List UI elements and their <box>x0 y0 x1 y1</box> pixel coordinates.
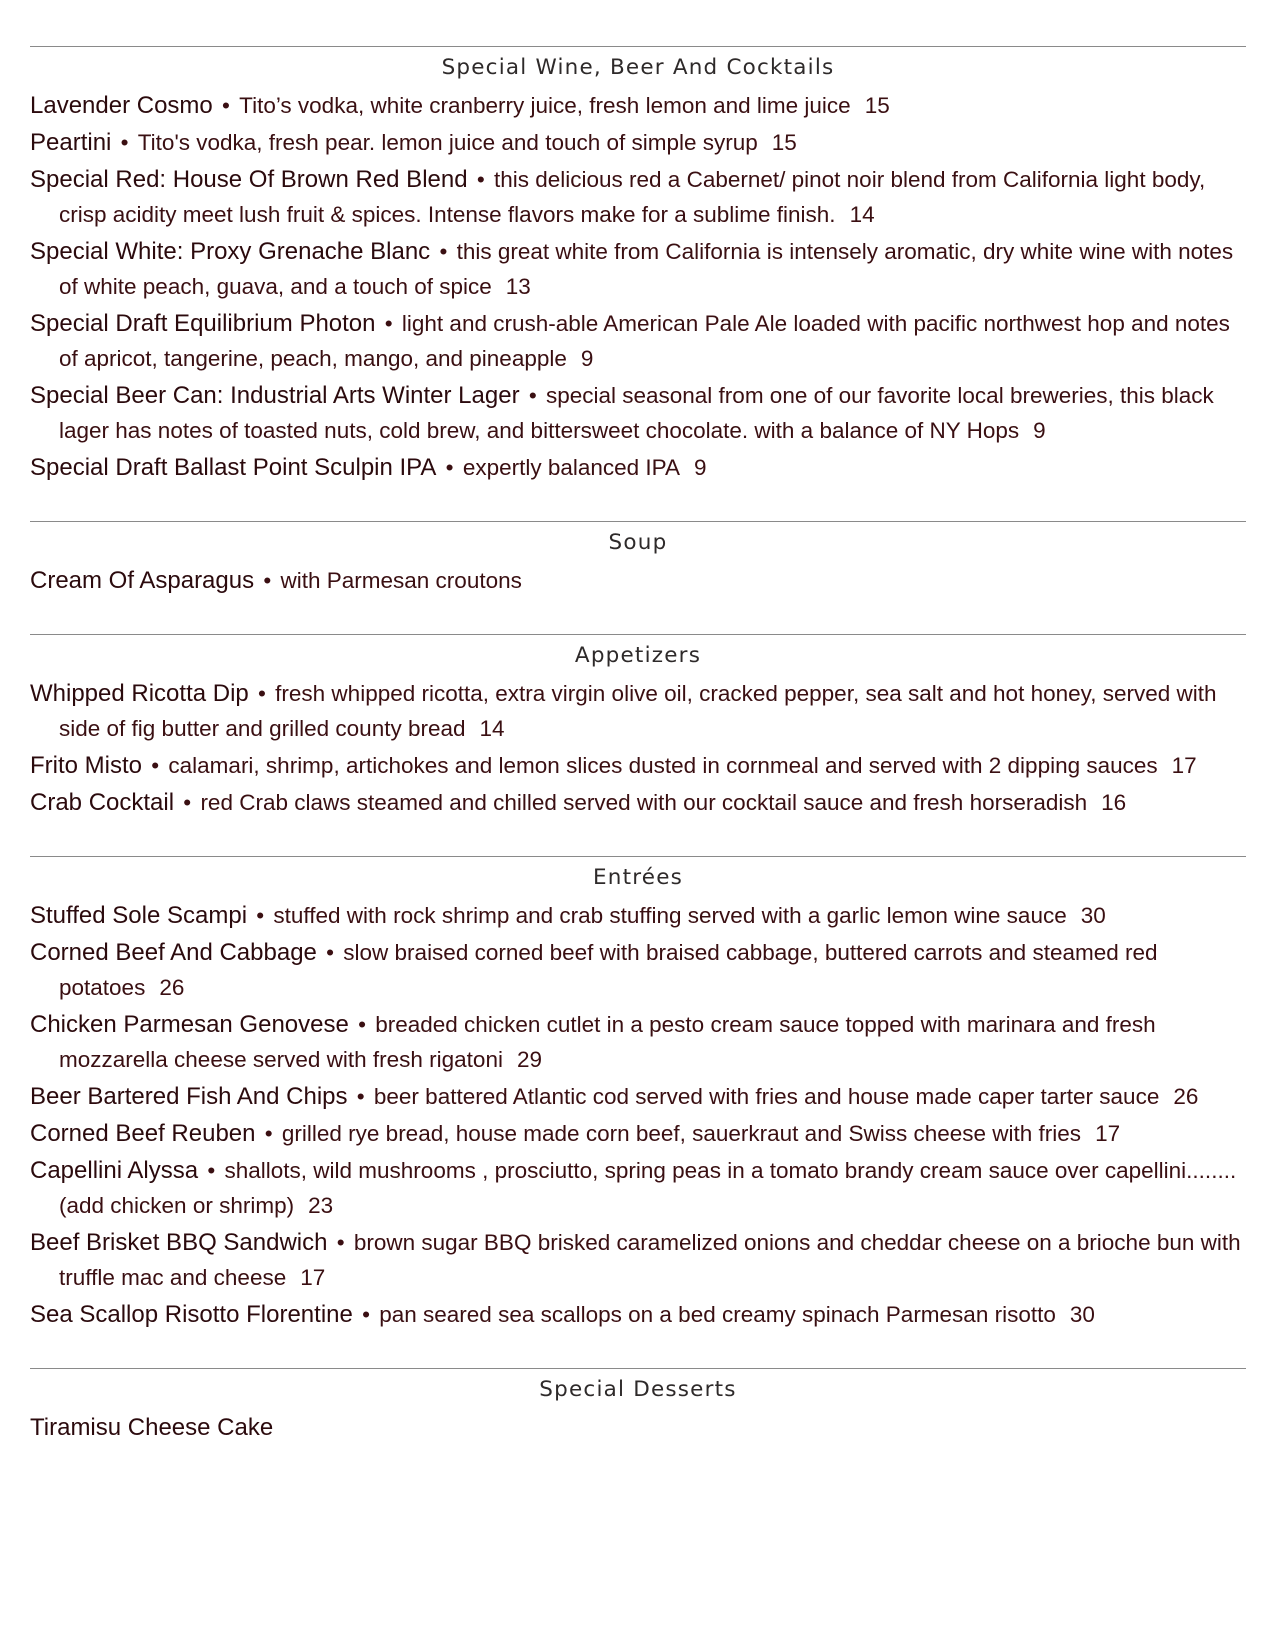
menu-item-description: breaded chicken cutlet in a pesto cream sauce topped with marinara and fresh mozzarella cheese served with fresh rigatoni <box>59 1012 1156 1072</box>
menu-item-price: 30 <box>1080 903 1106 928</box>
menu-item-description: beer battered Atlantic cod served with fries and house made caper tarter sauce <box>373 1084 1160 1109</box>
menu-item-description: grilled rye bread, house made corn beef, sauerkraut and Swiss cheese with fries <box>281 1121 1082 1146</box>
menu-item-price: 17 <box>1095 1121 1121 1146</box>
menu-item-description: Tito's vodka, fresh pear. lemon juice and touch of simple syrup <box>137 130 758 155</box>
menu-item-name: Special White: Proxy Grenache Blanc <box>30 238 431 265</box>
menu-item-description: shallots, wild mushrooms , prosciutto, spring peas in a tomato brandy cream sauce over capellini........ (add chicken or shrimp) <box>59 1158 1237 1218</box>
menu-item <box>30 1007 1246 1077</box>
menu-item-price: 26 <box>159 975 185 1000</box>
section-divider <box>30 46 1246 47</box>
menu-item <box>30 1153 1246 1223</box>
section-gap <box>30 600 1246 634</box>
section-divider <box>30 634 1246 635</box>
menu-item <box>30 1079 1246 1114</box>
menu-item-name: Whipped Ricotta Dip <box>30 680 249 707</box>
menu-page <box>30 46 1246 1447</box>
bullet-separator: • <box>201 1158 222 1183</box>
menu-item <box>30 935 1246 1005</box>
bullet-separator: • <box>439 455 460 480</box>
bullet-separator: • <box>177 790 198 815</box>
menu-item-price: 23 <box>308 1193 334 1218</box>
menu-item-name: Sea Scallop Risotto Florentine <box>30 1301 353 1328</box>
section-gap <box>30 822 1246 856</box>
menu-item-price: 30 <box>1069 1302 1095 1327</box>
bullet-separator: • <box>378 311 399 336</box>
menu-item <box>30 125 1246 160</box>
bullet-separator: • <box>257 568 278 593</box>
menu-item <box>30 1297 1246 1332</box>
menu-item <box>30 1116 1246 1151</box>
menu-item-price: 14 <box>849 202 875 227</box>
menu-item <box>30 450 1246 485</box>
menu-item <box>30 785 1246 820</box>
bullet-separator: • <box>355 1302 377 1327</box>
menu-section <box>30 856 1246 1332</box>
menu-item <box>30 676 1246 746</box>
menu-item-name: Special Draft Equilibrium Photon <box>30 310 376 337</box>
menu-item-description: with Parmesan croutons <box>280 568 522 593</box>
menu-item-description: red Crab claws steamed and chilled served with our cocktail sauce and fresh horseradish <box>200 790 1088 815</box>
menu-item-name: Special Red: House Of Brown Red Blend <box>30 166 468 193</box>
menu-item-price: 14 <box>479 716 505 741</box>
menu-item-name: Lavender Cosmo <box>30 92 213 119</box>
bullet-separator: • <box>330 1230 351 1255</box>
menu-item-name: Corned Beef Reuben <box>30 1120 256 1147</box>
section-gap <box>30 1334 1246 1368</box>
menu-section <box>30 46 1246 485</box>
bullet-separator: • <box>351 1012 373 1037</box>
menu-item-description: expertly balanced IPA <box>462 455 681 480</box>
menu-item-name: Beef Brisket BBQ Sandwich <box>30 1229 328 1256</box>
menu-section <box>30 1368 1246 1445</box>
menu-item-description: pan seared sea scallops on a bed creamy spinach Parmesan risotto <box>379 1302 1056 1327</box>
bullet-separator: • <box>258 1121 279 1146</box>
section-divider <box>30 1368 1246 1369</box>
section-title: Entrées <box>592 865 684 890</box>
menu-item-description: this great white from California is intensely aromatic, dry white wine with notes of white peach, guava, and a touch of spice <box>59 239 1234 299</box>
bullet-separator: • <box>114 130 135 155</box>
bullet-separator: • <box>433 239 454 264</box>
menu-item <box>30 306 1246 376</box>
menu-item <box>30 378 1246 448</box>
bullet-separator: • <box>251 681 273 706</box>
bullet-separator: • <box>319 940 341 965</box>
menu-item <box>30 1225 1246 1295</box>
menu-item-name: Cream Of Asparagus <box>30 567 255 594</box>
section-title: Soup <box>608 530 668 555</box>
bullet-separator: • <box>145 753 166 778</box>
menu-item <box>30 898 1246 933</box>
bullet-separator: • <box>250 903 271 928</box>
section-gap <box>30 487 1246 521</box>
menu-item-price: 29 <box>516 1047 542 1072</box>
bullet-separator: • <box>470 167 491 192</box>
menu-item-price: 9 <box>694 455 707 480</box>
menu-section <box>30 521 1246 598</box>
menu-item-description: fresh whipped ricotta, extra virgin olive oil, cracked pepper, sea salt and hot honey, served with side of fig butter and grilled county bread <box>59 681 1217 741</box>
menu-item-description: calamari, shrimp, artichokes and lemon slices dusted in cornmeal and served with 2 dipping sauces <box>168 753 1158 778</box>
menu-section <box>30 634 1246 820</box>
menu-item-name: Crab Cocktail <box>30 789 175 816</box>
menu-item-price: 15 <box>771 130 797 155</box>
menu-item-description: light and crush-able American Pale Ale loaded with pacific northwest hop and notes of apricot, tangerine, peach, mango, and pineapple <box>59 311 1230 371</box>
menu-item-description: Tito’s vodka, white cranberry juice, fresh lemon and lime juice <box>239 93 851 118</box>
menu-item <box>30 234 1246 304</box>
menu-item <box>30 748 1246 783</box>
menu-item-name: Corned Beef And Cabbage <box>30 939 317 966</box>
menu-item-price: 17 <box>1171 753 1197 778</box>
bullet-separator: • <box>350 1084 371 1109</box>
menu-item <box>30 563 1246 598</box>
menu-item <box>30 88 1246 123</box>
menu-item-description: this delicious red a Cabernet/ pinot noir blend from California light body, crisp acidity meet lush fruit & spices. Intense flavors make for a sublime finish. <box>59 167 1206 227</box>
menu-item-name: Peartini <box>30 129 112 156</box>
menu-item-description: brown sugar BBQ brisked caramelized onions and cheddar cheese on a brioche bun with truffle mac and cheese <box>59 1230 1241 1290</box>
menu-item-name: Chicken Parmesan Genovese <box>30 1011 349 1038</box>
menu-item-price: 15 <box>864 93 890 118</box>
menu-item-name: Stuffed Sole Scampi <box>30 902 248 929</box>
menu-item-price: 17 <box>300 1265 326 1290</box>
menu-item-name: Capellini Alyssa <box>30 1157 199 1184</box>
section-title: Special Desserts <box>539 1377 737 1402</box>
bullet-separator: • <box>215 93 237 118</box>
menu-item-description: special seasonal from one of our favorite local breweries, this black lager has notes of toasted nuts, cold brew, and bittersweet chocolate. with a balance of NY Hops <box>59 383 1214 443</box>
menu-item-name: Beer Bartered Fish And Chips <box>30 1083 348 1110</box>
menu-item-name: Special Beer Can: Industrial Arts Winter Lager <box>30 382 520 409</box>
menu-item <box>30 162 1246 232</box>
section-title: Appetizers <box>574 643 702 668</box>
menu-item-price: 13 <box>505 274 531 299</box>
menu-item-name: Frito Misto <box>30 752 143 779</box>
menu-item-price: 9 <box>580 346 594 371</box>
menu-item-price: 9 <box>1033 418 1046 443</box>
section-title: Special Wine, Beer And Cocktails <box>441 55 835 80</box>
menu-item-price: 16 <box>1101 790 1127 815</box>
section-divider <box>30 856 1246 857</box>
menu-item-description: stuffed with rock shrimp and crab stuffing served with a garlic lemon wine sauce <box>273 903 1067 928</box>
section-divider <box>30 521 1246 522</box>
menu-item <box>30 1410 1246 1445</box>
menu-item-price: 26 <box>1173 1084 1199 1109</box>
menu-item-description: slow braised corned beef with braised cabbage, buttered carrots and steamed red potatoes <box>59 940 1158 1000</box>
menu-item-name: Special Draft Ballast Point Sculpin IPA <box>30 454 437 481</box>
menu-item-name: Tiramisu Cheese Cake <box>30 1414 274 1441</box>
bullet-separator: • <box>522 383 543 408</box>
